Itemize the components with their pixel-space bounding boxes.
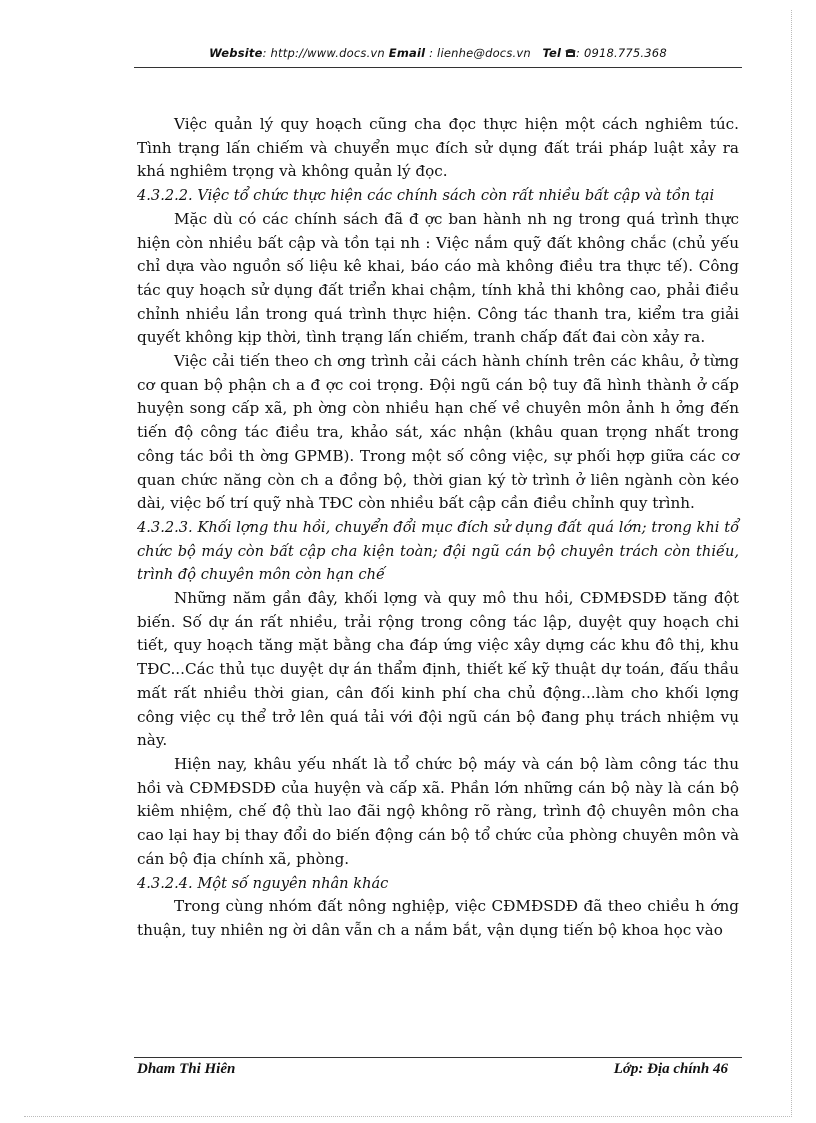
page-border-bottom: [24, 1116, 792, 1117]
website-value[interactable]: : http://www.docs.vn: [262, 46, 385, 60]
tel-value: : 0918.775.368: [576, 46, 667, 60]
section-heading-4-3-2-2: 4.3.2.2. Việc tổ chức thực hiện các chính sách còn rất nhiều bất cập và tồn tại: [137, 187, 715, 205]
paragraph-2: Mặc dù có các chính sách đã đ ợc ban hành nh ng trong quá trình thực hiện còn nhiều bất cập và tồn tại nh : Việc nắm quỹ đất không chắc (chủ yếu chỉ dựa vào nguồn số liệu kê khai, báo cáo mà không điều tra thực tế). Công tác quy hoạch sử dụng đất triển khai chậm, tính khả thi không cao, phải điều chỉnh nhiều lần trong quá trình thực hiện. Công tác thanh tra, kiểm tra giải quyết không kịp thời, tình trạng lấn chiếm, tranh chấp đất đai còn xảy ra.: [137, 209, 739, 347]
paragraph-1: Việc quản lý quy hoạch cũng cha đọc thực hiện một cách nghiêm túc. Tình trạng lấn chiếm và chuyển mục đích sử dụng đất trái pháp luật xảy ra khá nghiêm trọng và không quản lý đọc.: [137, 115, 739, 181]
paragraph-3: Việc cải tiến theo ch ơng trình cải cách hành chính trên các khâu, ở từng cơ quan bộ phận ch a đ ợc coi trọng. Đội ngũ cán bộ tuy đã hình thành ở cấp huyện song cấp xã, ph ờng còn nhiều hạn chế về chuyên môn ảnh h ởng đến tiến độ công tác điều tra, khảo sát, xác nhận (khâu quan trọng nhất trong công tác bồi th ờng GPMB). Trong một số công việc, sự phối hợp giữa các cơ quan chức năng còn ch a đồng bộ, thời gian ký tờ trình ở liên ngành còn kéo dài, việc bố trí quỹ nhà TĐC còn nhiều bất cập cần điều chỉnh quy trình.: [137, 352, 739, 513]
section-heading-4-3-2-4: 4.3.2.4. Một số nguyên nhân khác: [137, 874, 389, 892]
paragraph-5: Hiện nay, khâu yếu nhất là tổ chức bộ máy và cán bộ làm công tác thu hồi và CĐMĐSDĐ của huyện và cấp xã. Phần lớn những cán bộ này là cán bộ kiêm nhiệm, chế độ thù lao đãi ngộ không rõ ràng, trình độ chuyên môn cha cao lại hay bị thay đổi do biến động cán bộ tổ chức của phòng chuyên môn và cán bộ địa chính xã, phòng.: [137, 754, 739, 868]
page-header: [134, 46, 742, 60]
email-value[interactable]: : lienhe@docs.vn: [425, 46, 531, 60]
page-border-right: [791, 10, 792, 1117]
footer-author: Dham Thi Hiên: [137, 1061, 236, 1077]
tel-label: Tel: [542, 46, 562, 60]
document-body: [137, 113, 739, 943]
email-label: Email: [388, 46, 426, 60]
paragraph-4: Những năm gần đây, khối lợng và quy mô thu hồi, CĐMĐSDĐ tăng đột biến. Số dự án rất nhiều, trải rộng trong công tác lập, duyệt quy hoạch chi tiết, quy hoạch tăng mặt bằng cha đáp ứng việc xây dựng các khu đô thị, khu TĐC...Các thủ tục duyệt dự án thẩm định, thiết kế kỹ thuật dự toán, đấu thầu mất rất nhiều thời gian, cân đối kinh phí cha chủ động...làm cho khối lợng công việc cụ thể trở lên quá tải với đội ngũ cán bộ đang phụ trách nhiệm vụ này.: [137, 589, 739, 750]
phone-icon: [565, 46, 576, 60]
footer-class: Lớp: Địa chính 46: [613, 1061, 728, 1077]
paragraph-6: Trong cùng nhóm đất nông nghiệp, việc CĐMĐSDĐ đã theo chiều h ớng thuận, tuy nhiên ng ời dân vẫn ch a nắm bắt, vận dụng tiến bộ khoa học vào: [137, 897, 739, 939]
section-heading-4-3-2-3: 4.3.2.3. Khối lợng thu hồi, chuyển đổi mục đích sử dụng đất quá lớn; trong khi tổ chức bộ máy còn bất cập cha kiện toàn; đội ngũ cán bộ chuyên trách còn thiếu, trình độ chuyên môn còn hạn chế: [137, 518, 739, 584]
website-label: Website: [209, 46, 263, 60]
header-divider: [134, 67, 742, 68]
footer-divider: [134, 1057, 742, 1058]
